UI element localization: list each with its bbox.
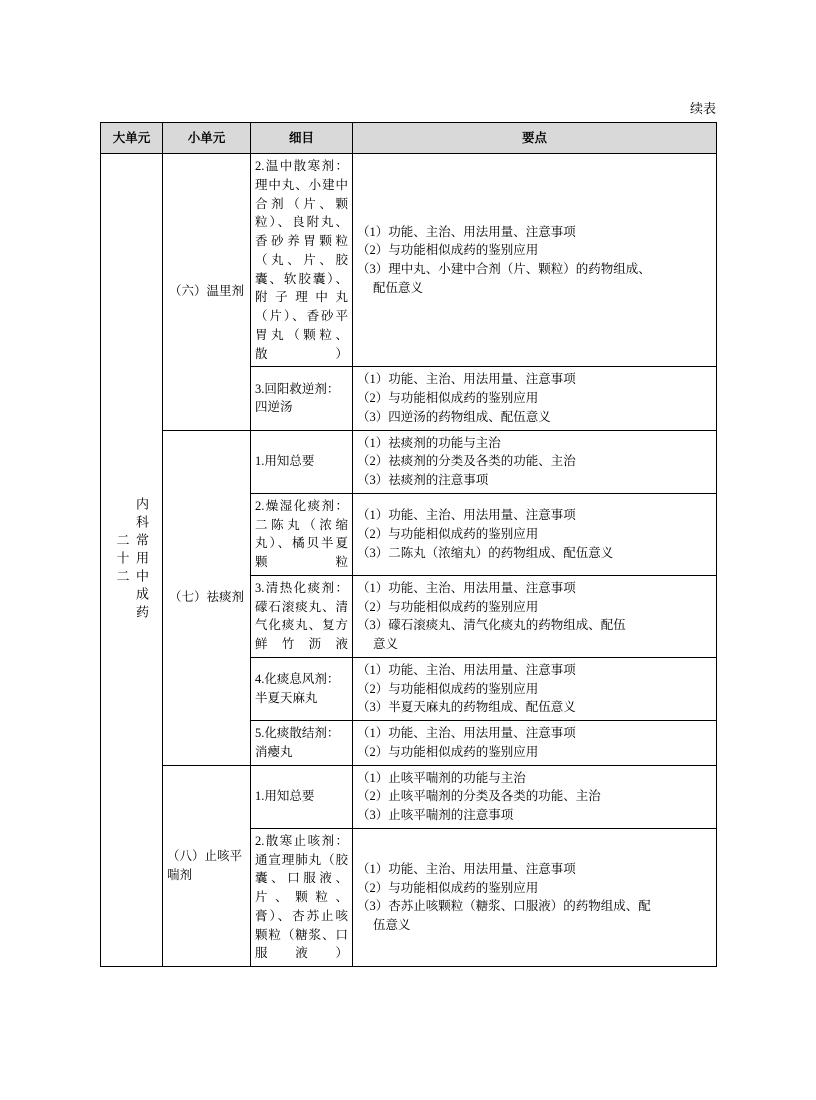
- point-line: （1）功能、主治、用法用量、注意事项: [357, 861, 576, 876]
- point-line: （3）杏苏止咳颗粒（糖浆、口服液）的药物组成、配: [357, 899, 651, 914]
- point-line: （3）四逆汤的药物组成、配伍意义: [357, 409, 551, 424]
- table-body: [101, 154, 717, 967]
- point-line: （3）理中丸、小建中合剂（片、颗粒）的药物组成、: [357, 262, 651, 277]
- cell-points: [353, 367, 717, 430]
- header-small-unit: 小单元: [163, 123, 251, 154]
- point-line: （2）与功能相似成药的鉴别应用: [357, 599, 539, 614]
- small-unit-label: （七）祛痰剂: [168, 590, 244, 605]
- cell-detail: 4.化痰息风剂：半夏天麻丸: [251, 657, 353, 720]
- point-line: （1）功能、主治、用法用量、注意事项: [357, 580, 576, 595]
- cell-points: [353, 721, 717, 766]
- point-line: 伍意义: [373, 918, 411, 933]
- point-line: （1）止咳平喘剂的功能与主治: [357, 770, 526, 785]
- cell-detail: 1.用知总要: [251, 430, 353, 493]
- syllabus-table: [100, 122, 717, 967]
- cell-big-unit: [101, 154, 163, 967]
- cell-detail: 2.燥湿化痰剂：二陈丸（浓缩丸）、橘贝半夏颗粒: [251, 493, 353, 575]
- point-line: （2）与功能相似成药的鉴别应用: [357, 526, 539, 541]
- cell-points: [353, 828, 717, 966]
- point-line: （1）祛痰剂的功能与主治: [357, 435, 501, 450]
- point-line: （3）半夏天麻丸的药物组成、配伍意义: [357, 700, 576, 715]
- point-line: （2）与功能相似成药的鉴别应用: [357, 243, 539, 258]
- small-unit-label: （六）温里剂: [168, 284, 244, 299]
- point-line: （2）与功能相似成药的鉴别应用: [357, 681, 539, 696]
- point-line: （3）祛痰剂的注意事项: [357, 473, 489, 487]
- point-line: （1）功能、主治、用法用量、注意事项: [357, 224, 576, 239]
- header-detail: 细目: [251, 123, 353, 154]
- point-line: （2）祛痰剂的分类及各类的功能、主治: [357, 454, 576, 469]
- table-row: [101, 765, 717, 828]
- point-line: （1）功能、主治、用法用量、注意事项: [357, 662, 576, 677]
- point-line: （1）功能、主治、用法用量、注意事项: [357, 508, 576, 523]
- table-row: [101, 154, 717, 367]
- point-line: 意义: [373, 637, 399, 651]
- point-line: （3）止咳平喘剂的注意事项: [357, 808, 514, 822]
- big-unit-text-0: 二十二: [114, 533, 130, 587]
- point-line: （3）二陈丸（浓缩丸）的药物组成、配伍意义: [357, 545, 614, 560]
- table-header-row: [101, 123, 717, 154]
- cell-small-unit: [163, 154, 251, 431]
- small-unit-label: （八）止咳平喘剂: [167, 849, 243, 882]
- header-big-unit: 大单元: [101, 123, 163, 154]
- point-line: （2）止咳平喘剂的分类及各类的功能、主治: [357, 789, 601, 804]
- cell-detail: 3.清热化痰剂：礞石滚痰丸、清气化痰丸、复方鲜竹沥液: [251, 575, 353, 657]
- table-row: [101, 430, 717, 493]
- cell-points: [353, 765, 717, 828]
- cell-points: [353, 154, 717, 367]
- header-points: 要点: [353, 123, 717, 154]
- cell-detail: 5.化痰散结剂：消瘿丸: [251, 721, 353, 766]
- point-line: （1）功能、主治、用法用量、注意事项: [357, 372, 576, 387]
- cell-small-unit: [163, 430, 251, 765]
- cell-points: [353, 493, 717, 575]
- cell-points: [353, 657, 717, 720]
- cell-detail: 3.回阳救逆剂：四逆汤: [251, 367, 353, 430]
- point-line: （3）礞石滚痰丸、清气化痰丸的药物组成、配伍: [357, 618, 626, 633]
- point-line: （1）功能、主治、用法用量、注意事项: [357, 726, 576, 740]
- cell-points: [353, 575, 717, 657]
- cell-detail: 1.用知总要: [251, 765, 353, 828]
- cell-small-unit: [163, 765, 251, 967]
- cell-detail: 2.温中散寒剂：理中丸、小建中合剂（片、颗粒）、良附丸、香砂养胃颗粒（丸、片、胶囊、软胶囊）、附子理中丸（片）、香砂平胃丸（颗粒、散）: [251, 154, 353, 367]
- cell-points: [353, 430, 717, 493]
- point-line: （2）与功能相似成药的鉴别应用: [357, 880, 539, 895]
- point-line: （2）与功能相似成药的鉴别应用: [357, 744, 539, 759]
- big-unit-text-1: 内科常用中成药: [134, 497, 150, 623]
- cell-detail: 2.散寒止咳剂：通宣理肺丸（胶囊、口服液、片、颗粒、膏）、杏苏止咳颗粒（糖浆、口服液）: [251, 828, 353, 966]
- point-line: 配伍意义: [373, 280, 424, 295]
- continued-table-label: 续表: [689, 101, 716, 116]
- point-line: （2）与功能相似成药的鉴别应用: [357, 391, 539, 405]
